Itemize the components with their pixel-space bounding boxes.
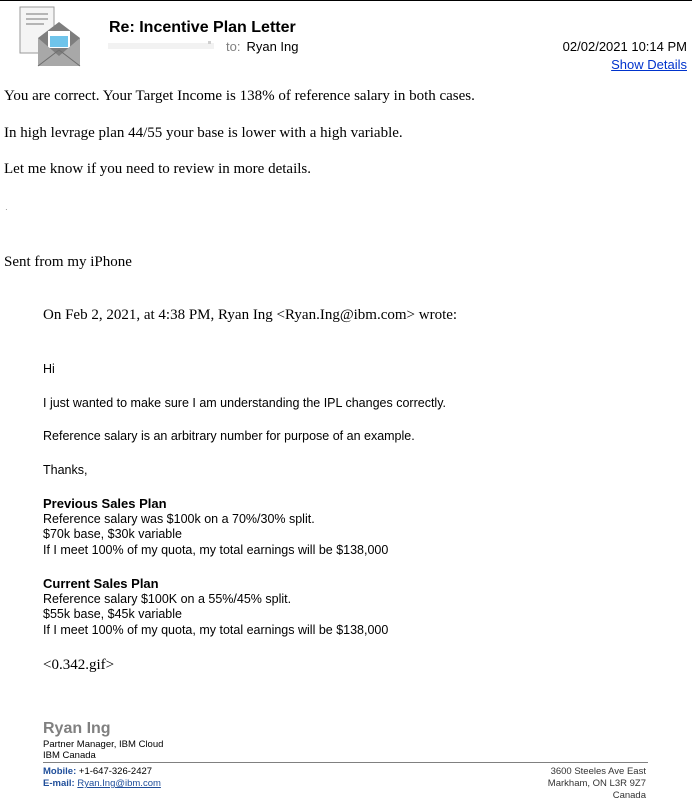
current-plan-line-3: If I meet 100% of my quota, my total earnings will be $138,000 (43, 622, 389, 637)
email-link[interactable]: Ryan.Ing@ibm.com (77, 778, 161, 789)
reply-line-2: In high levrage plan 44/55 your base is lower with a high variable. (4, 125, 403, 141)
previous-plan-line-2: $70k base, $30k variable (43, 527, 182, 541)
signature-company: IBM Canada (43, 750, 96, 761)
to-label: to: (226, 39, 241, 54)
reply-line-3: Let me know if you need to review in more details. (4, 161, 311, 177)
quote-thanks: Thanks, (43, 463, 88, 477)
previous-plan-line-3: If I meet 100% of my quota, my total earnings will be $138,000 (43, 542, 389, 557)
sent-date: 02/02/2021 10:14 PM (562, 39, 687, 54)
envelope-letter-icon (18, 6, 82, 68)
quote-attribution: On Feb 2, 2021, at 4:38 PM, Ryan Ing <Ryan.Ing@ibm.com> wrote: (43, 307, 458, 323)
signature-email-row (43, 778, 161, 789)
current-plan-heading: Current Sales Plan (43, 576, 159, 591)
mobile-number: +1-647-326-2427 (78, 766, 153, 777)
previous-plan-heading: Previous Sales Plan (43, 496, 167, 511)
recipient-name: Ryan Ing (246, 39, 299, 54)
signature-title: Partner Manager, IBM Cloud (43, 739, 164, 750)
current-plan-line-1: Reference salary $100K on a 55%/45% split. (43, 591, 292, 606)
email-subject: Re: Incentive Plan Letter (109, 19, 296, 36)
top-border (0, 0, 692, 1)
email-label: E-mail: (43, 778, 75, 789)
previous-plan-line-1: Reference salary was $100k on a 70%/30% split. (43, 511, 315, 526)
show-details-link[interactable]: Show Details (611, 57, 687, 72)
quote-paragraph-2: Reference salary is an arbitrary number for purpose of an example. (43, 429, 415, 443)
stray-mark: · (5, 205, 8, 214)
address-line-2: Markham, ON L3R 9Z7 (547, 778, 646, 789)
current-plan-block (43, 576, 388, 638)
mobile-label: Mobile: (43, 766, 77, 777)
signature-mobile-row (43, 766, 152, 777)
previous-plan-block (43, 496, 388, 558)
signature-divider (43, 762, 648, 763)
quote-greeting: Hi (43, 362, 55, 376)
quote-paragraph-1: I just wanted to make sure I am understanding the IPL changes correctly. (43, 396, 446, 410)
signature-name: Ryan Ing (43, 720, 111, 737)
current-plan-line-2: $55k base, $45k variable (43, 607, 182, 621)
attachment-placeholder: <0.342.gif> (43, 657, 115, 673)
recipient-row (226, 39, 299, 54)
address-line-3: Canada (612, 790, 646, 801)
sender-redacted (108, 40, 214, 52)
sent-from-signature: Sent from my iPhone (4, 254, 132, 270)
reply-line-1: You are correct. Your Target Income is 138% of reference salary in both cases. (4, 88, 475, 104)
address-line-1: 3600 Steeles Ave East (550, 766, 646, 777)
